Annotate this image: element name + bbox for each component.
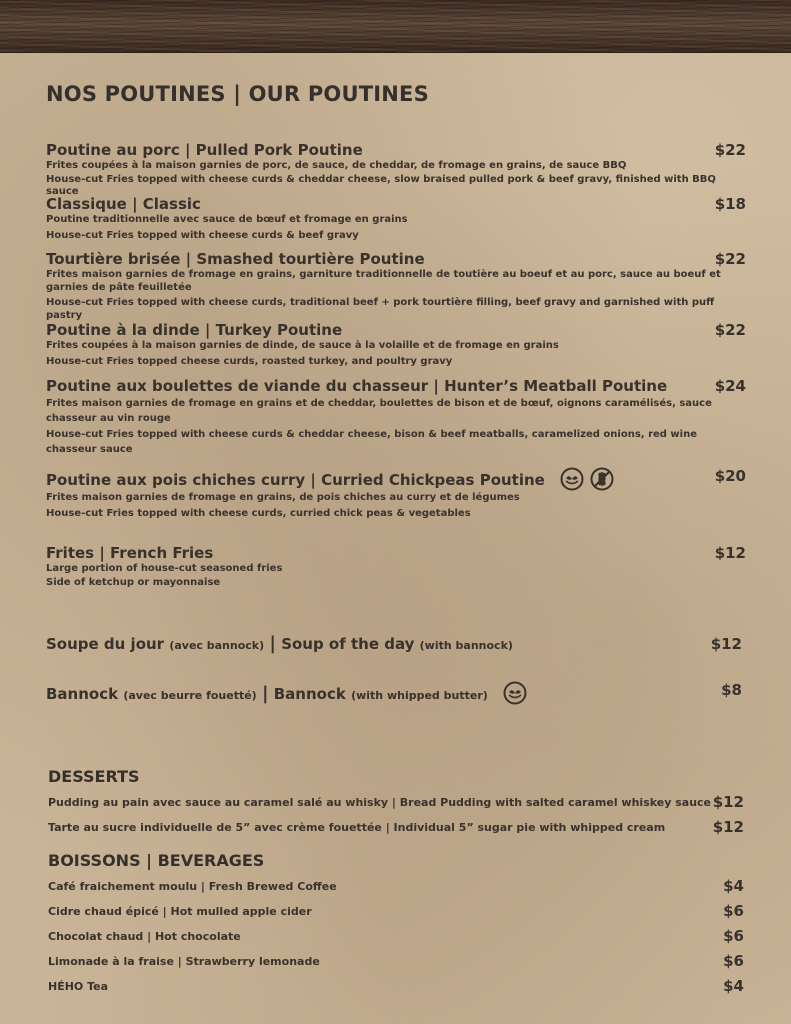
- beverage-price: $6: [723, 902, 744, 920]
- item-desc-en: House-cut Fries topped with cheese curds, curried chick peas & vegetables: [46, 507, 471, 519]
- bannock-en-note: (with whipped butter): [351, 689, 488, 702]
- beverage-item: [48, 929, 744, 945]
- item-price: $8: [721, 681, 742, 699]
- beverage-price: $6: [723, 952, 744, 970]
- item-title: [46, 467, 746, 491]
- vegetarian-icon: [560, 467, 584, 491]
- soup-en: Soup of the day: [281, 635, 415, 653]
- item-desc-en: House-cut Fries topped with cheese curds & beef gravy: [46, 229, 359, 241]
- vegetarian-icon: [503, 681, 527, 705]
- item-title: [46, 681, 746, 705]
- dessert-label: Tarte au sucre individuelle de 5” avec crème fouettée | Individual 5” sugar pie with whipped cream: [48, 821, 666, 834]
- item-title: Poutine aux boulettes de viande du chasseur | Hunter’s Meatball Poutine: [46, 377, 668, 395]
- soup-fr: Soupe du jour: [46, 635, 165, 653]
- beverage-label: Chocolat chaud | Hot chocolate: [48, 930, 241, 943]
- fries-line-1: Large portion of house-cut seasoned fries: [46, 563, 283, 574]
- bannock-en: Bannock: [273, 685, 346, 703]
- item-title: Poutine au porc | Pulled Pork Poutine: [46, 141, 363, 159]
- beverage-item: [48, 979, 744, 995]
- fries-line-2: Side of ketchup or mayonnaise: [46, 576, 221, 588]
- menu-item-curried-chickpeas: [46, 467, 746, 520]
- item-desc-fr: Frites coupées à la maison garnies de dinde, de sauce à la volaille et de fromage en grains: [46, 340, 559, 351]
- item-price: $12: [710, 635, 742, 653]
- separator: |: [269, 633, 276, 654]
- beverage-price: $4: [723, 977, 744, 995]
- desserts-heading: DESSERTS: [48, 767, 140, 786]
- menu-item-tourtiere: [46, 250, 746, 322]
- item-desc-en: House-cut Fries topped cheese curds, roasted turkey, and poultry gravy: [46, 355, 453, 367]
- bannock-fr: Bannock: [46, 685, 119, 703]
- item-price: $24: [714, 377, 746, 395]
- beverage-item: [48, 954, 744, 970]
- beverage-label: HÉHO Tea: [48, 980, 109, 993]
- beverage-label: Limonade à la fraise | Strawberry lemonade: [48, 955, 320, 968]
- item-price: $22: [714, 141, 746, 159]
- item-price: $22: [714, 250, 746, 268]
- menu-item-classic: [46, 195, 746, 242]
- dessert-item: [48, 820, 744, 836]
- dessert-price: $12: [712, 793, 744, 811]
- separator: |: [261, 683, 269, 704]
- item-desc-fr: Poutine traditionnelle avec sauce de bœuf et fromage en grains: [46, 214, 408, 225]
- page-title: NOS POUTINES | OUR POUTINES: [46, 82, 429, 106]
- soup-fr-note: (avec bannock): [169, 639, 265, 652]
- item-price: $20: [714, 467, 746, 485]
- dessert-price: $12: [712, 818, 744, 836]
- dessert-label: Pudding au pain avec sauce au caramel salé au whisky | Bread Pudding with salted caramel whiskey sauce: [48, 796, 712, 809]
- item-desc-fr: Frites maison garnies de fromage en grains, garniture traditionnelle de toutière au boeuf et au porc, sauce au boeuf et garnies de pâte feuilletée: [46, 269, 721, 293]
- dietary-icons: [560, 467, 614, 491]
- item-desc-en: House-cut Fries topped with cheese curds & cheddar cheese, slow braised pulled pork & beef gravy, finished with BBQ sauce: [46, 173, 716, 197]
- menu-item-bannock: [46, 681, 746, 705]
- item-desc-en: House-cut Fries topped with cheese curds & cheddar cheese, bison & beef meatballs, caramelized onions, red wine chasseur sauce: [46, 429, 697, 455]
- menu-item-turkey: [46, 321, 746, 368]
- item-desc-fr: Frites coupées à la maison garnies de porc, de sauce, de cheddar, de fromage en grains, de sauce BBQ: [46, 160, 627, 171]
- dietary-icons: [503, 681, 527, 705]
- item-title: Classique | Classic: [46, 195, 201, 213]
- dessert-item: [48, 795, 744, 811]
- item-price: $22: [714, 321, 746, 339]
- item-price: $12: [714, 544, 746, 562]
- item-title-text: Poutine aux pois chiches curry | Curried Chickpeas Poutine: [46, 471, 545, 489]
- item-desc-fr: Frites maison garnies de fromage en grains, de pois chiches au curry et de légumes: [46, 492, 520, 503]
- beverage-price: $4: [723, 877, 744, 895]
- beverage-price: $6: [723, 927, 744, 945]
- menu-item-soup: [46, 635, 746, 655]
- item-title: Frites | French Fries: [46, 544, 214, 562]
- item-price: $18: [714, 195, 746, 213]
- beverage-item: [48, 904, 744, 920]
- soup-en-note: (with bannock): [419, 639, 513, 652]
- beverage-item: [48, 879, 744, 895]
- beverage-label: Café fraichement moulu | Fresh Brewed Coffee: [48, 880, 337, 893]
- item-desc-fr: Frites maison garnies de fromage en grains et de cheddar, boulettes de bison et de bœuf, oignons caramélisés, sauce chasseur au vin rouge: [46, 398, 712, 424]
- bannock-fr-note: (avec beurre fouetté): [123, 689, 257, 702]
- wood-header-banner: [0, 0, 791, 53]
- menu-item-french-fries: [46, 544, 746, 589]
- item-title: Tourtière brisée | Smashed tourtière Poutine: [46, 250, 425, 268]
- beverage-label: Cidre chaud épicé | Hot mulled apple cider: [48, 905, 312, 918]
- gluten-free-icon: [590, 467, 614, 491]
- menu-item-hunters-meatball: [46, 377, 746, 457]
- menu-item-pulled-pork: [46, 141, 746, 199]
- item-title: [46, 635, 746, 655]
- beverages-heading: BOISSONS | BEVERAGES: [48, 851, 265, 870]
- item-title: Poutine à la dinde | Turkey Poutine: [46, 321, 343, 339]
- item-desc-en: House-cut Fries topped with cheese curds, traditional beef + pork tourtière filling, beef gravy and garnished with puff pastry: [46, 297, 715, 321]
